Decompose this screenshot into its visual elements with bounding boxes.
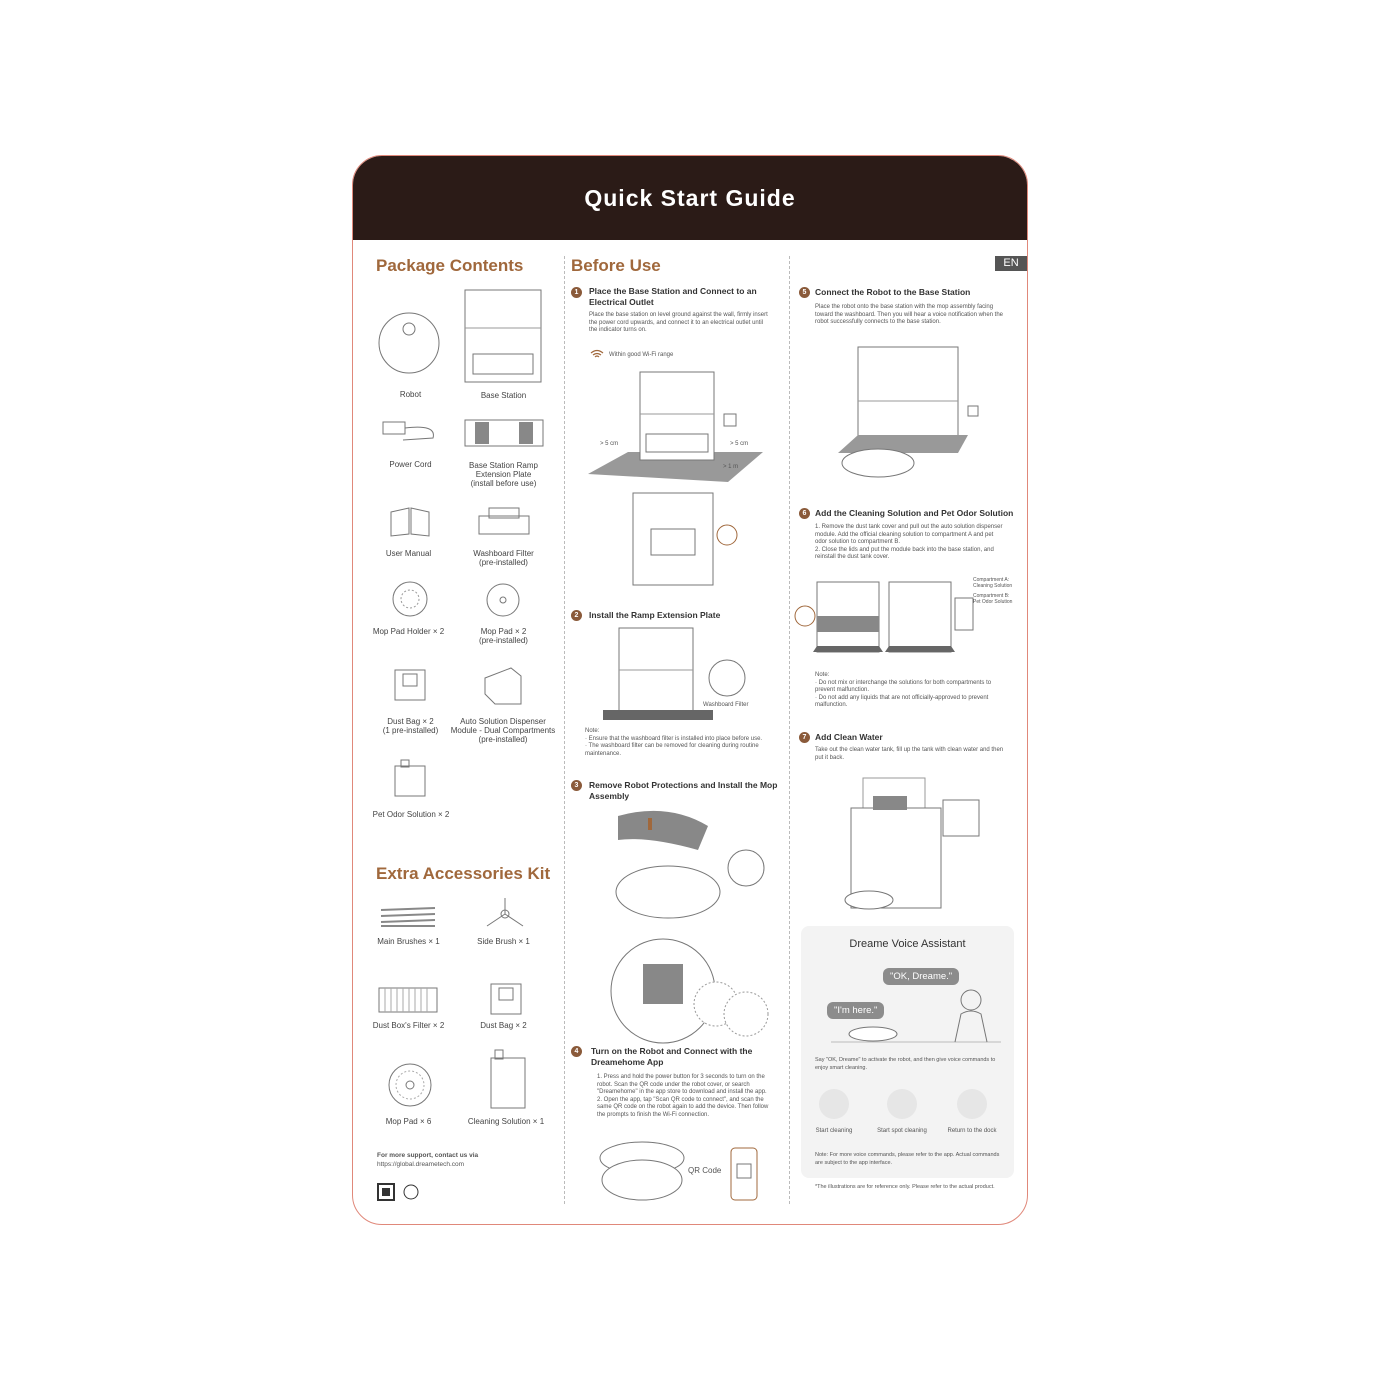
start-cleaning-icon bbox=[819, 1089, 849, 1119]
step-1-text: Place the base station on level ground against the wall, firmly insert the power cord upwards, and connect it to an electrical outlet until the indicator turns on. bbox=[589, 312, 768, 333]
qr-code-label: QR Code bbox=[688, 1166, 722, 1175]
step-2-title: Install the Ramp Extension Plate bbox=[589, 610, 721, 620]
extra-accessories-title: Extra Accessories Kit bbox=[376, 864, 551, 883]
item-label: Washboard Filter (pre-installed) bbox=[473, 549, 534, 567]
item-label: Mop Pad Holder × 2 bbox=[372, 627, 445, 636]
item-label: Side Brush × 1 bbox=[477, 937, 530, 946]
step-number: 7 bbox=[799, 732, 810, 743]
package-contents-title: Package Contents bbox=[376, 256, 524, 275]
distance-left: > 5 cm bbox=[600, 441, 619, 447]
item-label: Main Brushes × 1 bbox=[377, 937, 440, 946]
item-label: Power Cord bbox=[389, 460, 432, 469]
dust-bag-illustration bbox=[489, 982, 523, 1016]
voice-assistant-title: Dreame Voice Assistant bbox=[849, 938, 966, 950]
pet-odor-solution-illustration bbox=[393, 758, 427, 798]
ramp-plate-illustration bbox=[463, 416, 545, 450]
water-tank-illustration bbox=[833, 772, 993, 912]
divider-1 bbox=[564, 256, 565, 1204]
wifi-range-label: Within good Wi-Fi range bbox=[609, 352, 674, 358]
compartment-a-label: Compartment A: Cleaning Solution bbox=[973, 577, 1013, 589]
page-title: Quick Start Guide bbox=[584, 184, 796, 211]
voice-scene-illustration bbox=[821, 986, 1011, 1048]
step-7-title: Add Clean Water bbox=[815, 732, 883, 742]
step-number: 5 bbox=[799, 287, 810, 298]
dust-box-filter-illustration bbox=[377, 982, 439, 1014]
before-use-title: Before Use bbox=[571, 256, 661, 275]
robot-docking-illustration bbox=[818, 341, 998, 491]
robot-illustration bbox=[377, 311, 441, 375]
mop-holder-illustration bbox=[391, 580, 429, 618]
qr-robot-illustration bbox=[598, 1138, 688, 1204]
item-label: Auto Solution Dispenser Module - Dual Compartments (pre-installed) bbox=[450, 717, 556, 744]
ramp-install-illustration bbox=[603, 626, 753, 726]
washboard-filter-callout: Washboard Filter bbox=[703, 702, 749, 708]
return-dock-icon bbox=[957, 1089, 987, 1119]
qr-recycle-icon bbox=[377, 1183, 421, 1201]
item-label: Mop Pad × 6 bbox=[385, 1117, 432, 1126]
step-7-text: Take out the clean water tank, fill up the tank with clean water and then put it back. bbox=[815, 747, 1004, 761]
step-4-text: 1. Press and hold the power button for 3 seconds to turn on the robot. Scan the QR code under the robot cover, or search "Dreamehome" in the app store to download and install the app. 2. Open the app, tap "Scan QR code to connect", and scan the same QR code on the robot again to add the device. Then follow the prompts to finish the Wi-Fi connection. bbox=[597, 1074, 769, 1118]
step-number: 3 bbox=[571, 780, 582, 791]
command-label: Return to the dock bbox=[947, 1128, 997, 1134]
item-label: User Manual bbox=[385, 549, 432, 558]
step-6-note: Note: · Do not mix or interchange the solutions for both compartments to prevent malfunction. · Do not add any liquids that are not officially-approved to prevent malfunction. bbox=[815, 672, 992, 708]
cleaning-solution-illustration bbox=[489, 1048, 527, 1110]
solution-compartments-illustration bbox=[793, 576, 968, 658]
dust-bag-illustration bbox=[393, 668, 427, 702]
item-label: Dust Box's Filter × 2 bbox=[372, 1021, 445, 1030]
item-label: Base Station Ramp Extension Plate (install before use) bbox=[469, 461, 538, 488]
voice-assistant-panel bbox=[801, 926, 1014, 1178]
step-3-title: Remove Robot Protections and Install the Mop Assembly bbox=[589, 780, 778, 801]
support-url[interactable]: https://global.dreametech.com bbox=[377, 1161, 465, 1168]
phone-icon bbox=[729, 1146, 759, 1202]
item-label: Pet Odor Solution × 2 bbox=[372, 810, 450, 819]
step-5-title: Connect the Robot to the Base Station bbox=[815, 287, 971, 297]
item-label: Robot bbox=[399, 390, 422, 399]
spot-cleaning-icon bbox=[887, 1089, 917, 1119]
mop-pad-illustration bbox=[387, 1062, 433, 1108]
divider-2 bbox=[789, 256, 790, 1204]
footnote: *The illustrations are for reference only. Please refer to the actual product. bbox=[815, 1184, 995, 1190]
step-number: 2 bbox=[571, 610, 582, 621]
mop-pad-illustration bbox=[485, 582, 521, 618]
robot-reply-bubble: "I'm here." bbox=[827, 1002, 884, 1019]
base-station-placement-illustration bbox=[588, 364, 768, 489]
step-number: 4 bbox=[571, 1046, 582, 1057]
solution-dispenser-illustration bbox=[481, 664, 525, 708]
side-brush-illustration bbox=[483, 896, 527, 932]
voice-note: Note: For more voice commands, please refer to the app. Actual commands are subject to the app interface. bbox=[815, 1152, 1000, 1166]
main-brush-illustration bbox=[379, 904, 437, 930]
user-manual-illustration bbox=[389, 506, 431, 538]
command-label: Start cleaning bbox=[815, 1128, 853, 1134]
command-label: Start spot cleaning bbox=[877, 1128, 927, 1134]
wake-phrase-bubble: "OK, Dreame." bbox=[883, 968, 959, 985]
distance-front: > 1 m bbox=[723, 464, 739, 470]
wifi-icon bbox=[589, 348, 605, 360]
support-heading: For more support, contact us via bbox=[377, 1152, 479, 1159]
quick-start-card bbox=[352, 155, 1028, 1225]
item-label: Dust Bag × 2 (1 pre-installed) bbox=[382, 717, 439, 735]
washboard-filter-illustration bbox=[475, 506, 533, 538]
robot-protections-illustration bbox=[608, 806, 768, 926]
item-label: Base Station bbox=[480, 391, 527, 400]
step-2-note: Note: · Ensure that the washboard filter is installed into place before use. · The washboard filter can be removed for cleaning during routine maintenance. bbox=[585, 728, 763, 757]
power-cord-illustration bbox=[381, 418, 439, 446]
base-station-illustration bbox=[463, 288, 543, 386]
header-bar bbox=[353, 156, 1027, 240]
step-6-text: 1. Remove the dust tank cover and pull out the auto solution dispenser module. Add the official cleaning solution to compartment A and pet odor solution to compartment B. 2. Close the lids and put the module back into the base station, and reinstall the dust tank cover. bbox=[815, 524, 1003, 560]
power-plug-illustration bbox=[623, 491, 743, 591]
distance-right: > 5 cm bbox=[730, 441, 749, 447]
language-badge: EN bbox=[995, 256, 1027, 271]
step-number: 1 bbox=[571, 287, 582, 298]
mop-assembly-illustration bbox=[608, 936, 773, 1046]
item-label: Dust Bag × 2 bbox=[480, 1021, 527, 1030]
item-label: Cleaning Solution × 1 bbox=[467, 1117, 545, 1126]
item-label: Mop Pad × 2 (pre-installed) bbox=[479, 627, 528, 645]
step-1-title: Place the Base Station and Connect to an Electrical Outlet bbox=[589, 286, 757, 307]
voice-description: Say "OK, Dreame" to activate the robot, and then give voice commands to enjoy smart cleaning. bbox=[815, 1057, 996, 1071]
step-6-title: Add the Cleaning Solution and Pet Odor Solution bbox=[815, 508, 1014, 518]
step-number: 6 bbox=[799, 508, 810, 519]
compartment-b-label: Compartment B: Pet Odor Solution bbox=[973, 593, 1013, 605]
step-5-text: Place the robot onto the base station with the mop assembly facing toward the washboard. Then you will hear a voice notification when the robot successfully connects to the base station. bbox=[815, 304, 1004, 325]
step-4-title: Turn on the Robot and Connect with the Dreamehome App bbox=[591, 1046, 753, 1067]
